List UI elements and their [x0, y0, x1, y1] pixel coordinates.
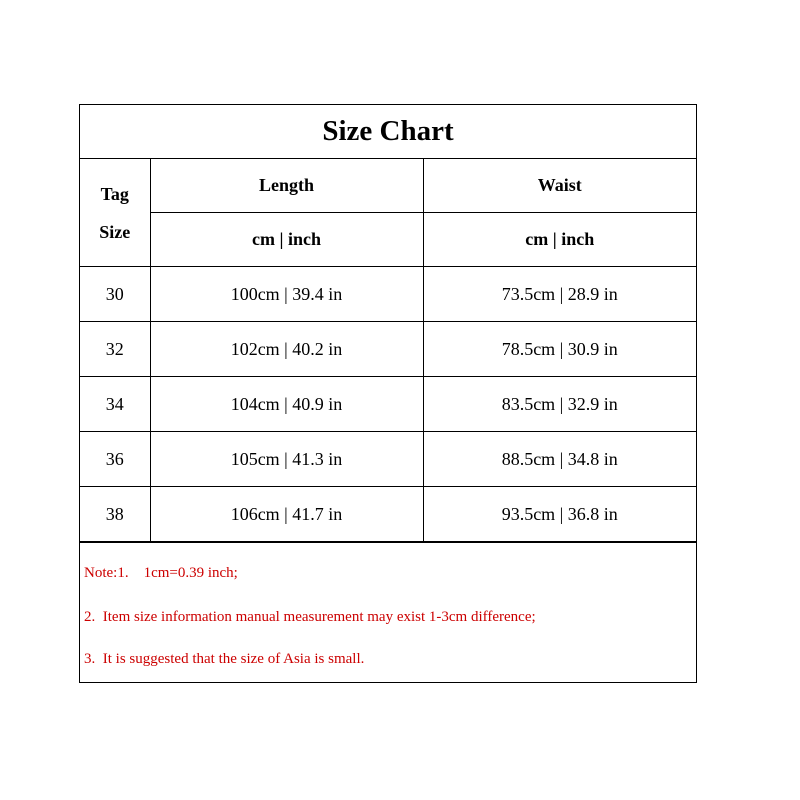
- title-row: [80, 105, 696, 159]
- waist-cell: 93.5cm | 36.8 in: [423, 487, 696, 542]
- length-cell: 102cm | 40.2 in: [150, 322, 423, 377]
- chart-title: Size Chart: [80, 105, 696, 159]
- header-row: [80, 159, 696, 213]
- waist-cell: 78.5cm | 30.9 in: [423, 322, 696, 377]
- length-cell: 105cm | 41.3 in: [150, 432, 423, 487]
- tag-cell: 38: [80, 487, 150, 542]
- waist-cell: 73.5cm | 28.9 in: [423, 267, 696, 322]
- size-table: [80, 105, 696, 542]
- table-row: [80, 377, 696, 432]
- notes-section: [80, 542, 696, 691]
- note-line-1: Note:1. 1cm=0.39 inch;: [84, 565, 238, 581]
- size-chart: [79, 104, 697, 683]
- tag-size-header: [80, 159, 150, 267]
- table-row: [80, 322, 696, 377]
- length-cell: 106cm | 41.7 in: [150, 487, 423, 542]
- waist-header: Waist: [423, 159, 696, 213]
- length-cell: 100cm | 39.4 in: [150, 267, 423, 322]
- tag-cell: 36: [80, 432, 150, 487]
- waist-cell: 88.5cm | 34.8 in: [423, 432, 696, 487]
- table-row: [80, 487, 696, 542]
- length-unit-header: cm | inch: [150, 213, 423, 267]
- note-line-2: 2. Item size information manual measurement may exist 1-3cm difference;: [84, 609, 536, 625]
- waist-unit-header: cm | inch: [423, 213, 696, 267]
- unit-row: [80, 213, 696, 267]
- tag-cell: 32: [80, 322, 150, 377]
- tag-cell: 30: [80, 267, 150, 322]
- tag-header-line2: Size: [99, 221, 131, 242]
- table-row: [80, 432, 696, 487]
- tag-cell: 34: [80, 377, 150, 432]
- length-cell: 104cm | 40.9 in: [150, 377, 423, 432]
- table-row: [80, 267, 696, 322]
- note-line-3: 3. It is suggested that the size of Asia is small.: [84, 651, 365, 667]
- waist-cell: 83.5cm | 32.9 in: [423, 377, 696, 432]
- tag-header-line1: Tag: [100, 183, 129, 204]
- length-header: Length: [150, 159, 423, 213]
